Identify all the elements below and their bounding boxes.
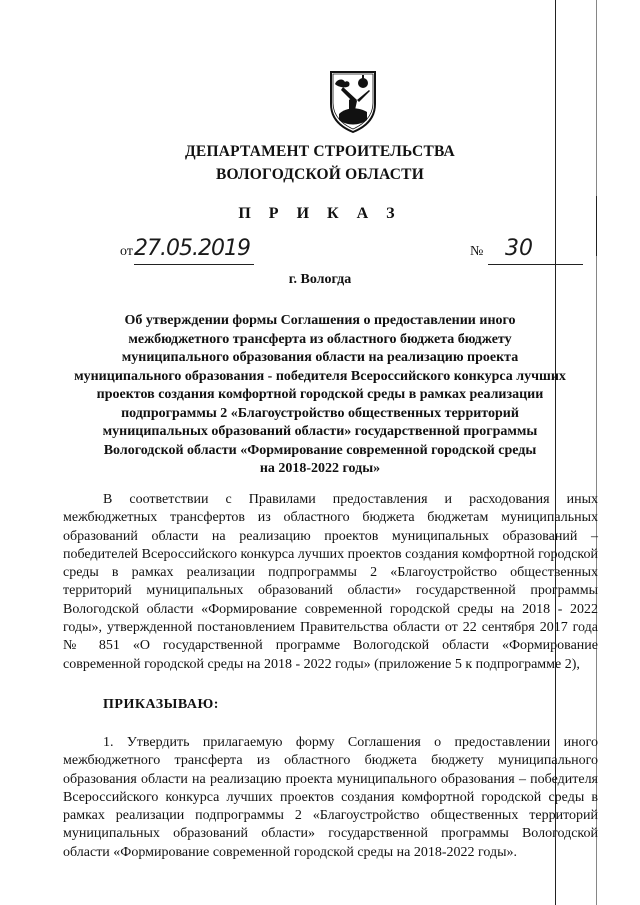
heading-line: муниципального образования области на реализацию проекта — [121, 350, 519, 365]
number-underline — [488, 264, 583, 265]
number-prefix: № — [470, 244, 484, 259]
handwritten-date: 27.05.2019 — [134, 236, 250, 261]
order-item-1: 1. Утвердить прилагаемую форму Соглашения о предоставлении иного межбюджетного трансферта из областного бюджета бюджету муниципального образования области на реализацию проекта муниципального образования – победителя Всероссийского конкурса лучших проектов создания комфортной городской среды в рамках реализации подпрограммы 2 «Благоустройство общественных территорий муниципальных образований области» государственной программы Вологодской области «Формирование современной городской среды на 2018-2022 годы». — [63, 735, 598, 860]
city-name: г. Вологда — [288, 272, 352, 287]
heading-line: муниципальных образований области» государственной программы — [102, 424, 538, 439]
heading-line: проектов создания комфортной городской среды в рамках реализации — [96, 387, 544, 402]
order-word: ПРИКАЗЫВАЮ: — [103, 697, 219, 712]
department-line-1: ДЕПАРТАМЕНТ СТРОИТЕЛЬСТВА — [185, 143, 455, 160]
vologda-coat-of-arms-icon — [327, 70, 379, 134]
heading-line: Вологодской области «Формирование современной городской среды — [103, 442, 537, 458]
preamble-paragraph: В соответствии с Правилами предоставления и расходования иных межбюджетных трансфертов из областного бюджета бюджетам муниципальных образований области на реализацию проектов муниципальных образований – победителей Всероссийского конкурса лучших проектов создания комфортной городской среды в рамках реализации подпрограммы 2 «Благоустройство общественных территорий муниципальных образований области» государственной программы Вологодской области «Формирование современной городской среды на 2018 - 2022 годы», утвержденной постановлением Правительства области от 22 сентября 2017 года № 851 «О государственной программе Вологодской области «Формирование современной городской среды на 2018 - 2022 годы» (приложение 5 к подпрограмме 2), — [63, 492, 598, 672]
date-underline — [134, 264, 254, 265]
department-name — [0, 140, 640, 186]
handwritten-number: 30 — [505, 236, 533, 261]
heading-line: Об утверждении формы Соглашения о предоставлении иного — [124, 313, 516, 328]
document-heading — [0, 312, 640, 479]
heading-line: муниципального образования - победителя Всероссийского конкурса лучших — [74, 368, 566, 384]
department-line-2: ВОЛОГОДСКОЙ ОБЛАСТИ — [216, 166, 424, 183]
heading-line: подпрограммы 2 «Благоустройство общественных территорий — [121, 405, 519, 421]
date-prefix: от — [120, 244, 133, 259]
heading-line: на 2018-2022 годы» — [259, 461, 381, 476]
heading-line: межбюджетного трансферта из областного бюджета бюджету — [128, 331, 512, 347]
document-type-title: П Р И К А З — [238, 205, 402, 222]
